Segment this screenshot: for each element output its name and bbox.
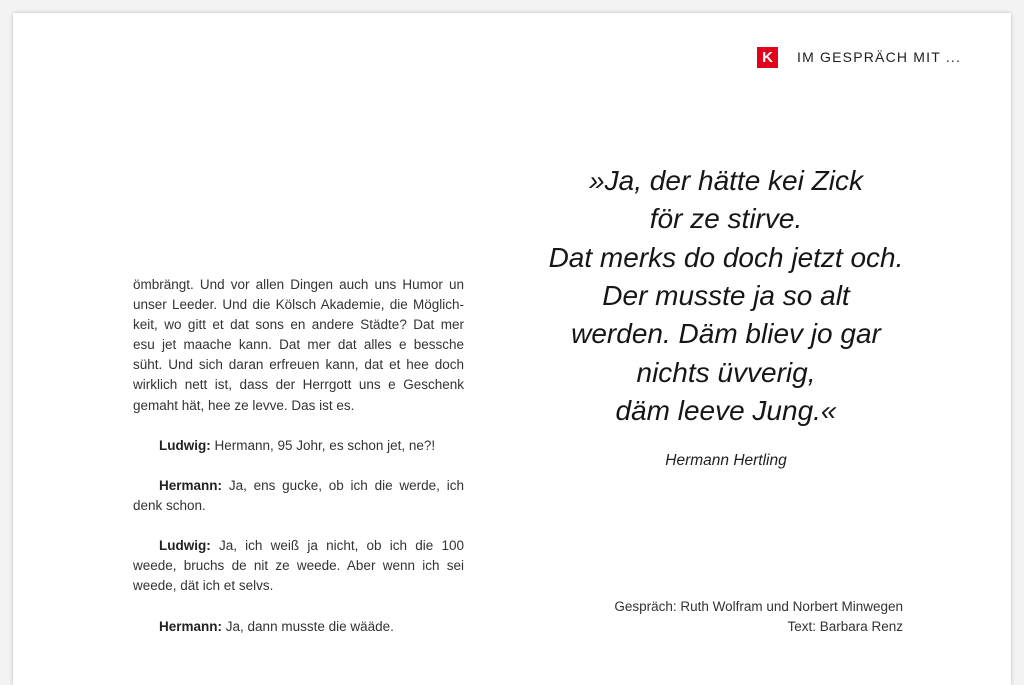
text-line: esu jet maache kann. Dat mer dat alles e bessche <box>133 337 464 353</box>
quote-line: Dat merks do doch jetzt och. <box>548 241 904 273</box>
credit-interview: Gespräch: Ruth Wolfram und Norbert Minwegen <box>614 599 903 614</box>
article-credits <box>503 597 903 637</box>
speech-text: Ja, ens gucke, ob ich die werde, ich <box>228 477 464 493</box>
text-line: gemaht hät, hee ze levve. Das ist es. <box>133 397 355 413</box>
quote-author: Hermann Hertling <box>665 452 787 469</box>
brand-logo: K <box>757 47 778 68</box>
dialogue-paragraph <box>133 617 464 637</box>
text-line: ömbrängt. Und vor allen Dingen auch uns Humor un <box>133 277 464 292</box>
speaker-name: Hermann: <box>159 618 223 634</box>
quote-line: »Ja, der hätte kei Zick <box>589 165 863 196</box>
text-line: weede, bruchs de nit ze weede. Aber wenn ich sei <box>133 558 464 574</box>
dialogue-paragraph <box>133 536 464 596</box>
speech-text: Ja, dann musste die wääde. <box>225 618 394 634</box>
pull-quote <box>496 162 956 430</box>
quote-line: werden. Däm bliev jo gar <box>571 318 881 350</box>
text-line: denk schon. <box>133 498 206 514</box>
magazine-spread <box>13 13 1011 685</box>
quote-line: Der musste ja so alt <box>602 279 850 311</box>
section-title: IM GESPRÄCH MIT ... <box>797 49 962 65</box>
quote-line: nichts üvverig, <box>636 356 816 388</box>
text-line: süht. Und sich daran erfreuen kann, dat et hee doch <box>133 357 464 373</box>
credit-text: Text: Barbara Renz <box>787 619 903 635</box>
text-line: unser Leeder. Und die Kölsch Akademie, die Möglich- <box>133 297 464 313</box>
interview-text <box>133 275 464 637</box>
quote-line: för ze stirve. <box>649 203 803 235</box>
speaker-name: Ludwig: <box>159 538 211 554</box>
text-line <box>133 436 464 456</box>
speech-text: Hermann, 95 Johr, es schon jet, ne?! <box>214 437 436 453</box>
quote-line: däm leeve Jung.« <box>615 394 837 426</box>
text-line: wirklich nett ist, dass der Herrgott uns e Geschenk <box>133 377 464 393</box>
speaker-name: Ludwig: <box>159 437 211 453</box>
speaker-name: Hermann: <box>159 477 223 493</box>
text-line <box>133 617 464 637</box>
speech-text: Ja, ich weiß ja nicht, ob ich die 100 <box>218 538 464 554</box>
text-line: keit, wo gitt et dat sons en andere Städte? Dat mer <box>133 317 464 333</box>
text-line: weede, dät ich et selvs. <box>133 578 274 594</box>
text-line <box>133 536 464 556</box>
dialogue-paragraph <box>133 476 464 516</box>
dialogue-paragraph <box>133 436 464 456</box>
text-line <box>133 476 464 496</box>
intro-paragraph <box>133 275 464 416</box>
